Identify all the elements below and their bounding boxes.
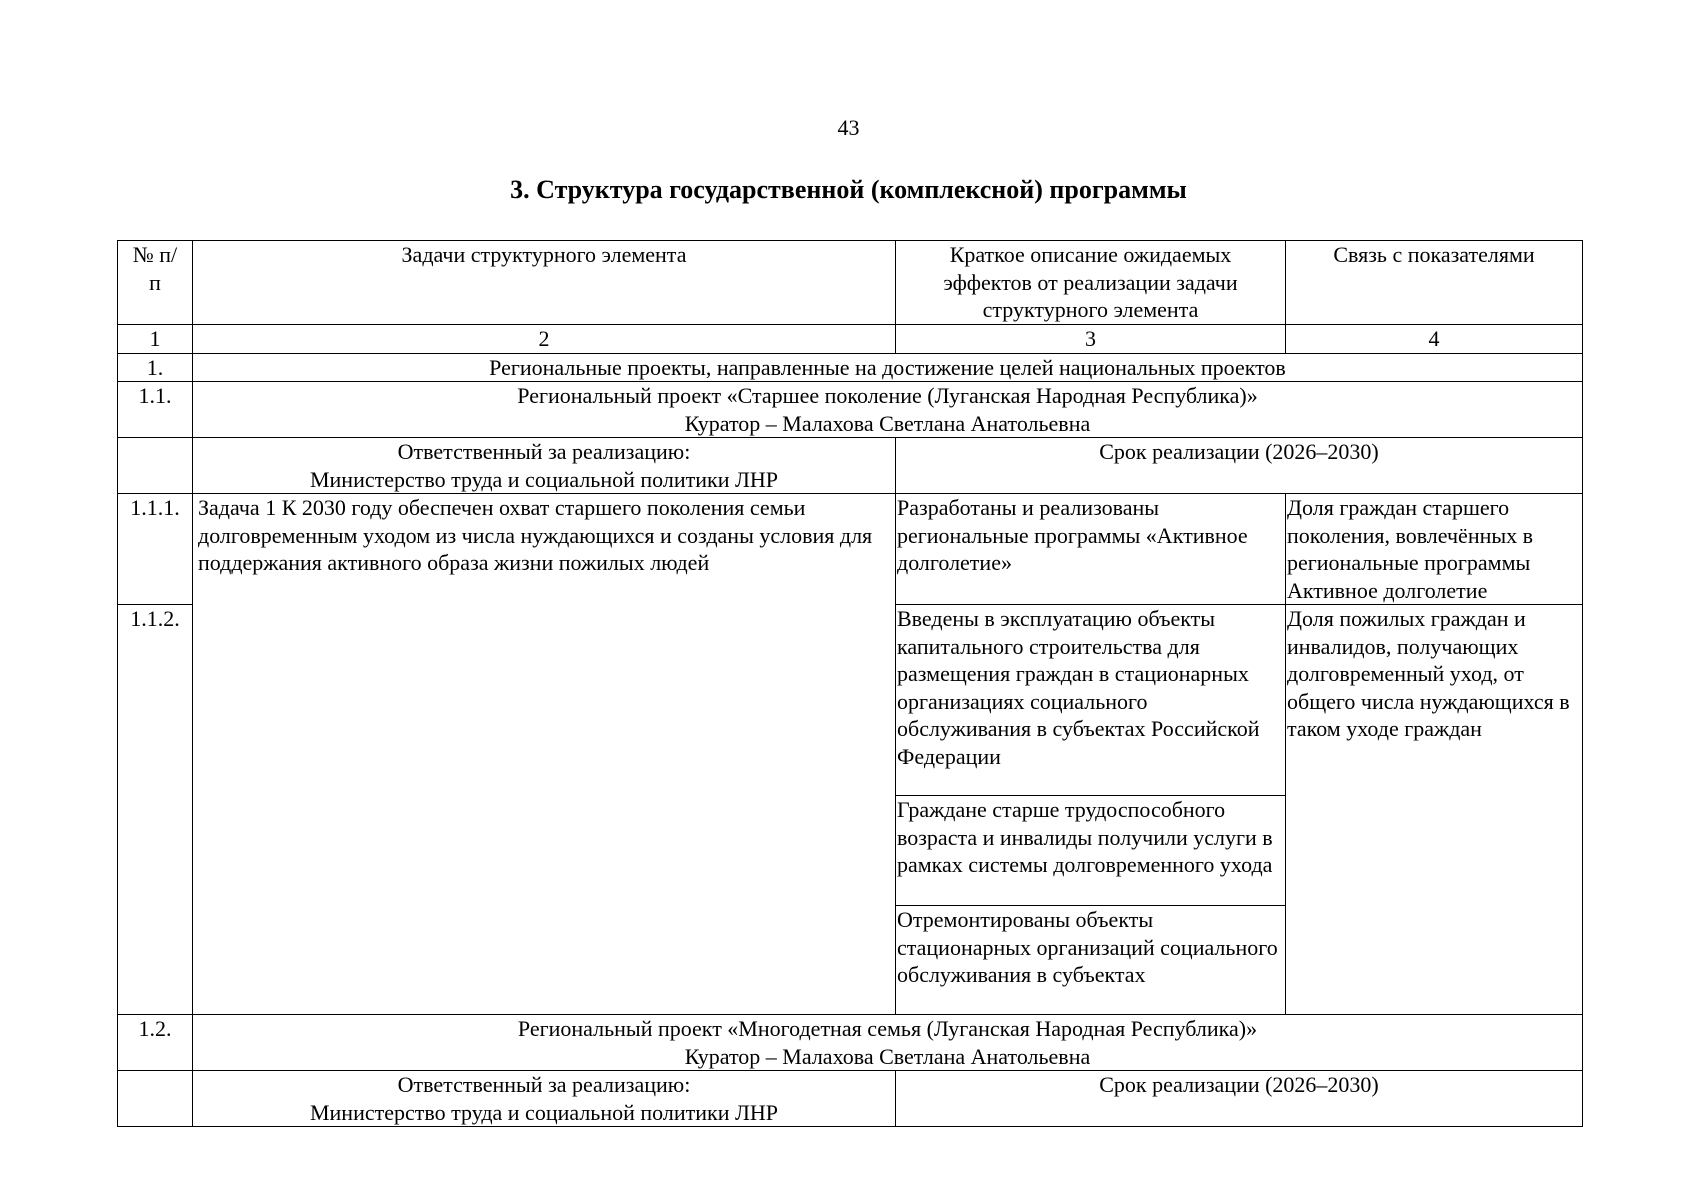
- responsible-org: Министерство труда и социальной политики ЛНР: [309, 1099, 779, 1125]
- table-row: [118, 494, 1583, 605]
- effect-cell: Граждане старше трудоспособного возраста и инвалиды получили услуги в рамках системы долговременного ухода: [896, 796, 1285, 906]
- responsible-cell: [193, 1071, 896, 1127]
- project-curator: Куратор – Малахова Светлана Анатольевна: [684, 1043, 1091, 1069]
- term-cell: Срок реализации (2026–2030): [896, 1071, 1583, 1127]
- col-number: 1: [118, 325, 193, 354]
- indicator-cell: Доля граждан старшего поколения, вовлечённых в региональные программы Активное долголетие: [1286, 494, 1583, 605]
- project-row: [118, 382, 1583, 438]
- header-tasks: Задачи структурного элемента: [193, 241, 896, 325]
- section-title: Региональные проекты, направленные на достижение целей национальных проектов: [193, 353, 1583, 382]
- row-num: 1.1.1.: [118, 494, 193, 605]
- page-title: 3. Структура государственной (комплексной) программы: [510, 175, 1187, 204]
- header-indicators: Связь с показателями: [1286, 241, 1583, 325]
- task-cell: Задача 1 К 2030 году обеспечен охват старшего поколения семьи долговременным уходом из числа нуждающихся и созданы условия для поддержания активного образа жизни пожилых людей: [193, 494, 896, 1015]
- project-info: [193, 1015, 1583, 1071]
- section-row: [118, 353, 1583, 382]
- section-num: 1.: [118, 353, 193, 382]
- header-num: № п/п: [118, 241, 193, 325]
- col-number: 2: [193, 325, 896, 354]
- row-num: 1.1.2.: [118, 605, 193, 1015]
- header-effects: Краткое описание ожидаемых эффектов от реализации задачи структурного элемента: [896, 241, 1286, 325]
- responsible-cell: [193, 438, 896, 494]
- term-cell: Срок реализации (2026–2030): [896, 438, 1583, 494]
- effects-stack: [896, 605, 1286, 1015]
- column-numbers-row: [118, 325, 1583, 354]
- project-num: 1.1.: [118, 382, 193, 438]
- responsible-label: Ответственный за реализацию:: [397, 1072, 691, 1097]
- project-curator: Куратор – Малахова Светлана Анатольевна: [684, 410, 1091, 436]
- indicator-cell: Доля пожилых граждан и инвалидов, получающих долговременный уход, от общего числа нуждающихся в таком уходе граждан: [1286, 605, 1583, 1015]
- page-number: 43: [837, 115, 860, 140]
- project-responsible-row: [118, 1071, 1583, 1127]
- empty-cell: [118, 1071, 193, 1127]
- empty-cell: [118, 438, 193, 494]
- project-num: 1.2.: [118, 1015, 193, 1071]
- project-name: Региональный проект «Многодетная семья (Луганская Народная Республика)»: [517, 1016, 1258, 1041]
- project-info: [193, 382, 1583, 438]
- table-header-row: [118, 241, 1583, 325]
- project-name: Региональный проект «Старшее поколение (Луганская Народная Республика)»: [517, 383, 1258, 408]
- col-number: 4: [1286, 325, 1583, 354]
- project-responsible-row: [118, 438, 1583, 494]
- project-row: [118, 1015, 1583, 1071]
- effect-cell: Введены в эксплуатацию объекты капитального строительства для размещения граждан в стационарных организациях социального обслуживания в субъектах Российской Федерации: [896, 605, 1285, 796]
- program-structure-table: [117, 240, 1583, 1127]
- responsible-label: Ответственный за реализацию:: [397, 439, 691, 464]
- col-number: 3: [896, 325, 1286, 354]
- effect-cell: Разработаны и реализованы региональные программы «Активное долголетие»: [896, 494, 1286, 605]
- effect-cell: Отремонтированы объекты стационарных организаций социального обслуживания в субъектах: [897, 907, 1278, 987]
- responsible-org: Министерство труда и социальной политики ЛНР: [309, 466, 779, 492]
